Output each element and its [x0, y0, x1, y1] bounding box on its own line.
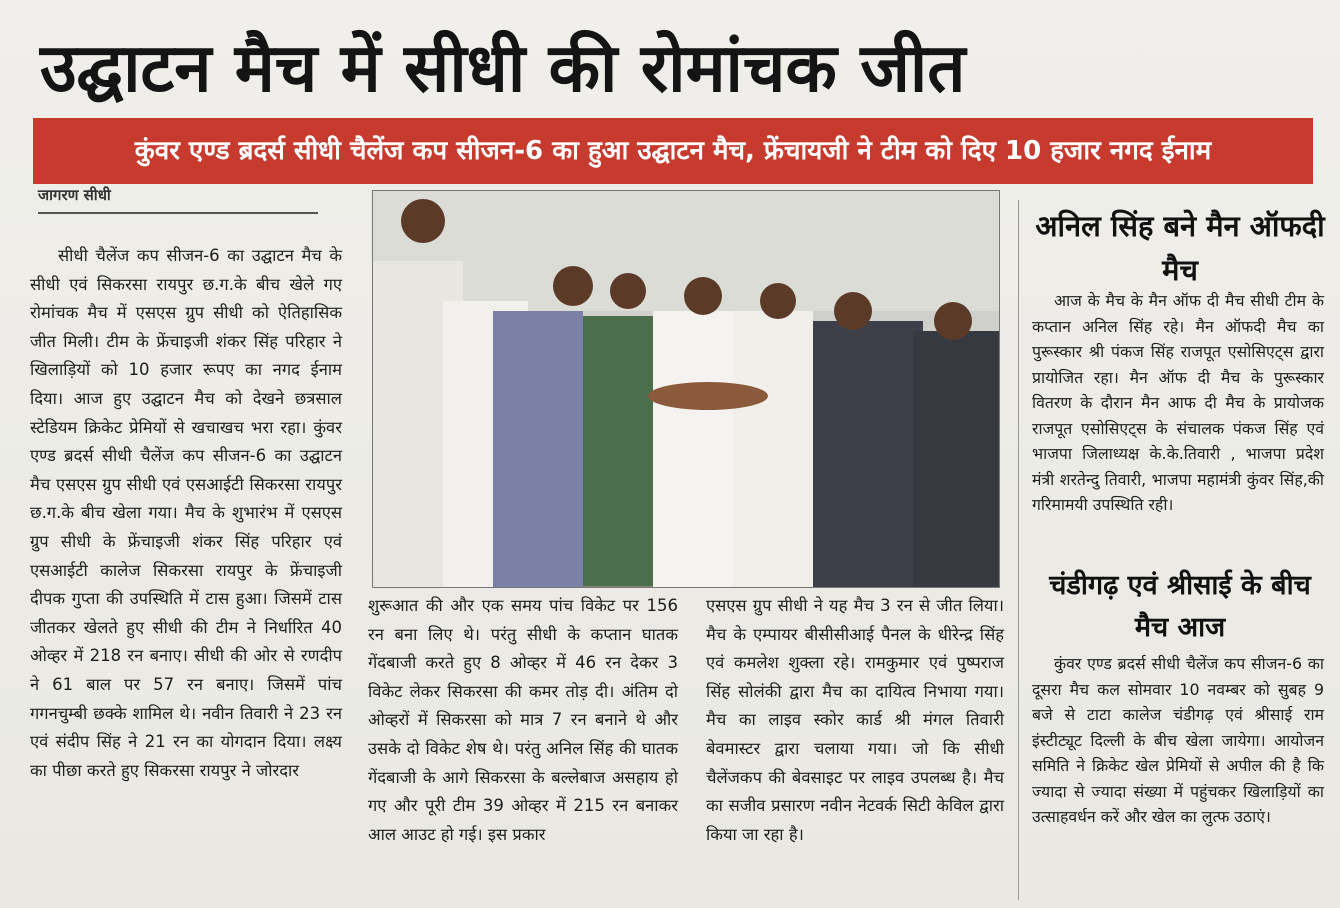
byline-rule — [38, 212, 318, 214]
sidebar-1-title: अनिल सिंह बने मैन ऑफदी मैच — [1035, 209, 1325, 287]
column-divider — [1018, 200, 1019, 900]
sidebar-2-body — [1032, 651, 1324, 830]
article-text-3: एसएस ग्रुप सीधी ने यह मैच 3 रन से जीत लिया। मैच के एम्पायर बीसीसीआई पैनल के धीरेन्द्र सिंह एवं कमलेश शुक्ला रहे। रामकुमार एवं पुष्पराज सिंह सोलंकी द्वारा मैच का दायित्व निभाया गया। मैच का लाइव स्कोर कार्ड श्री मंगल तिवारी बेवमास्टर द्वारा चलाया गया। जो कि सीधी चैलेंजकप की बेवसाइट पर लाइव उपलब्ध है। मैच का सजीव प्रसारण नवीन नेटवर्क सिटी केविल द्वारा किया जा रहा है। — [706, 596, 1004, 844]
team-photo — [372, 190, 1000, 588]
article-column-3 — [706, 592, 1004, 849]
sidebar-1-body — [1032, 288, 1324, 518]
article-column-2 — [368, 592, 678, 849]
article-text-1: सीधी चैलेंज कप सीजन-6 का उद्घाटन मैच के सीधी एवं सिकरसा रायपुर छ.ग.के बीच खेले गए रोमांचक मैच में एसएस ग्रुप सीधी को ऐतिहासिक जीत मिली। टीम के फ्रेंचाइजी शंकर सिंह परिहार ने खिलाड़ियों को 10 हजार रूपए का नगद ईनाम दिया। आज हुए उद्घाटन मैच को देखने छत्रसाल स्टेडियम क्रिकेट प्रेमियों से खचाखच भरा रहा। कुंवर एण्ड ब्रदर्स सीधी चैलेंज कप सीजन-6 का उद्घाटन मैच एसएस ग्रुप सीधी एवं एसआईटी सिकरसा रायपुर छ.ग.के बीच खेला गया। मैच के शुभारंभ में एसएस ग्रुप सीधी के फ्रेंचाइजी शंकर सिंह परिहार एवं एसआईटी कालेज सिकरसा रायपुर के फ्रेंचाइजी दीपक गुप्ता की उपस्थिति में टास हुआ। जिसमें टास जीतकर खेलते हुए सीधी की टीम ने निर्धारित 40 ओव्हर में 218 रन बनाए। सीधी की ओर से रणदीप ने 61 बाल पर 57 रन बनाए। जिसमें पांच गगनचुम्बी छक्के शामिल थे। नवीन तिवारी ने 23 रन एवं संदीप सिंह ने 21 रन का योगदान दिया। लक्ष्य का पीछा करते हुए सिकरसा रायपुर ने जोरदार — [30, 246, 342, 780]
sidebar-1-text: आज के मैच के मैन ऑफ दी मैच सीधी टीम के कप्तान अनिल सिंह रहे। मैन ऑफदी मैच का पुरूस्कार श्री पंकज सिंह राजपूत एसोसिएट्स द्वारा प्रायोजित रहा। मैन ऑफ दी मैच के पुरूस्कार वितरण के दौरान मैन आफ दी मैच के प्रायोजक राजपूत एसोसिएट्स के संचालक पंकज सिंह एवं भाजपा जिलाध्यक्ष के.के.तिवारी , भाजपा प्रदेश मंत्री शरतेन्दु तिवारी, भाजपा महामंत्री कुंवर सिंह,की गरिमामयी उपस्थिति रही। — [1032, 291, 1324, 514]
team-photo-illustration — [373, 191, 999, 587]
article-column-1 — [30, 242, 342, 785]
byline: जागरण सीधी — [38, 186, 111, 204]
headline: उद्घाटन मैच में सीधी की रोमांचक जीत — [40, 29, 966, 107]
article-text-2: शुरूआत की और एक समय पांच विकेट पर 156 रन बना लिए थे। परंतु सीधी के कप्तान घातक गेंदबाजी करते हुए 8 ओव्हर में 46 रन देकर 3 विकेट लेकर सिकरसा की कमर तोड़ दी। अंतिम दो ओव्हरों में सिकरसा को मात्र 7 रन बनाने थे और उसके दो विकेट शेष थे। परंतु अनिल सिंह की घातक गेंदबाजी के आगे सिकरसा के बल्लेबाज असहाय हो गए और पूरी टीम 39 ओव्हर में 215 रन बनाकर आल आउट हो गई। इस प्रकार — [368, 596, 678, 844]
sidebar-2-title: चंडीगढ़ एवं श्रीसाई के बीच मैच आज — [1049, 570, 1311, 643]
strapline: कुंवर एण्ड ब्रदर्स सीधी चैलेंज कप सीजन-6 का हुआ उद्घाटन मैच, फ्रेंचायजी ने टीम को दिए 10 हजार नगद ईनाम — [33, 118, 1313, 184]
sidebar-2-text: कुंवर एण्ड ब्रदर्स सीधी चैलेंज कप सीजन-6 का दूसरा मैच कल सोमवार 10 नवम्बर को सुबह 9 बजे से टाटा कालेज चंडीगढ़ एवं श्रीसाई राम इंस्टीट्यूट दिल्ली के बीच खेला जायेगा। आयोजन समिति ने क्रिकेट खेल प्रेमियों से अपील की है कि ज्यादा से ज्यादा संख्या में पहुंचकर खिलाड़ियों का उत्साहवर्धन करें और खेल का लुत्फ उठाएं। — [1032, 654, 1324, 826]
